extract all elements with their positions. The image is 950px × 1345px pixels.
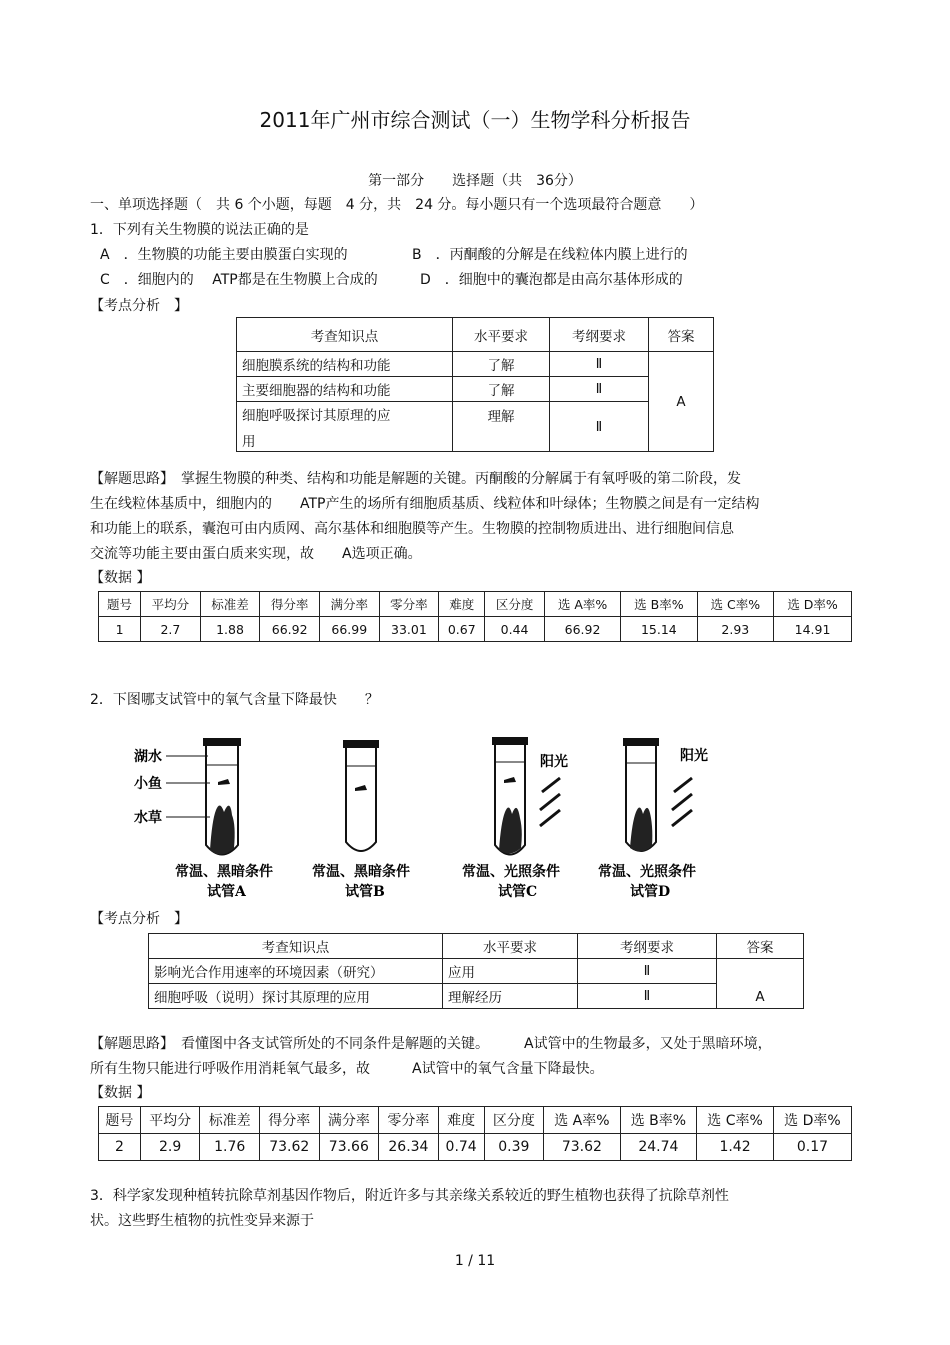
tube-c-condition: 常温、光照条件 [462,864,560,880]
table-header: 区分度 [484,1107,544,1134]
table-cell: 2.7 [141,617,201,642]
tube-a-name: 试管A [207,884,246,900]
table-header: 选 D率% [774,592,852,617]
table-cell: 应用 [443,959,578,984]
table-header: 选 B率% [621,592,697,617]
table-header: 满分率 [319,592,379,617]
table-cell: 1.42 [697,1134,774,1161]
label-small-fish: 小鱼 [134,776,162,792]
table-header: 答案 [649,318,714,352]
q2-knowledge-table [148,933,804,1009]
table-header: 标准差 [200,1107,260,1134]
section-heading: 一、单项选择题（ 共 6 个小题，每题 4 分，共 24 分。每小题只有一个选项最符合题意 ） [90,197,704,213]
q3-stem-line: 3．科学家发现种植转抗除草剂基因作物后，附近许多与其亲缘关系较近的野生植物也获得了抗除草剂性 [90,1188,729,1204]
table-header: 考查知识点 [237,318,453,352]
table-cell: 24.74 [620,1134,697,1161]
table-cell: 影响光合作用速率的环境因素（研究） [149,959,443,984]
table-cell: 0.67 [439,617,485,642]
table-header: 水平要求 [443,934,578,959]
table-header: 选 A率% [544,592,620,617]
q2-data-label: 【数据 】 [90,1085,151,1101]
table-cell: 66.99 [319,617,379,642]
table-cell: 1.76 [200,1134,260,1161]
table-header: 选 D率% [773,1107,851,1134]
table-header: 得分率 [260,592,320,617]
table-cell: 0.17 [773,1134,851,1161]
test-tube-b [343,740,379,851]
table-cell: 1 [99,617,141,642]
table-header: 零分率 [379,1107,439,1134]
table-header: 标准差 [200,592,260,617]
test-tube-d [623,738,708,852]
table-cell: 2 [99,1134,141,1161]
cell-line: 用 [242,433,256,450]
table-header: 得分率 [259,1107,319,1134]
table-header: 难度 [438,1107,484,1134]
q1-solution-line: 生在线粒体基质中，细胞内的 ATP产生的场所有细胞质基质、线粒体和叶绿体；生物膜之间是有一定结构 [90,496,760,512]
label-sunlight: 阳光 [680,748,708,764]
q1-option-d: D ．细胞中的囊泡都是由高尔基体形成的 [420,272,683,288]
table-cell: 1.88 [200,617,260,642]
q2-data-table [98,1106,852,1161]
table-header: 答案 [717,934,804,959]
table-cell: 73.66 [319,1134,379,1161]
table-header: 题号 [99,592,141,617]
test-tube-figure [120,730,740,910]
tube-d-name: 试管D [630,884,671,900]
table-cell: Ⅱ [550,352,649,377]
label-lake-water: 湖水 [134,749,162,765]
part-heading: 第一部分 选择题（共 36分） [368,173,582,189]
table-header: 零分率 [379,592,439,617]
table-header: 区分度 [485,592,545,617]
cell-line: 细胞呼吸探讨其原理的应 [242,407,391,424]
test-tube-a [203,738,241,855]
table-cell: 理解经历 [443,984,578,1009]
table-header: 选 A率% [544,1107,621,1134]
test-tube-c [492,737,568,855]
tube-d-condition: 常温、光照条件 [598,864,696,880]
tube-a-condition: 常温、黑暗条件 [175,864,273,880]
q1-option-b: B ．丙酮酸的分解是在线粒体内膜上进行的 [412,247,688,263]
table-cell: 66.92 [260,617,320,642]
q1-data-table [98,591,852,642]
table-cell: Ⅱ [578,959,717,984]
table-cell: Ⅱ [550,402,649,452]
table-cell: 66.92 [544,617,620,642]
q1-option-a: A ．生物膜的功能主要由膜蛋白实现的 [100,247,348,263]
table-header: 平均分 [140,1107,200,1134]
table-header: 选 B率% [620,1107,697,1134]
table-cell: Ⅱ [578,984,717,1009]
table-header: 题号 [99,1107,141,1134]
q1-data-label: 【数据 】 [90,570,151,586]
table-cell: Ⅱ [550,377,649,402]
table-header: 满分率 [319,1107,379,1134]
table-cell: 73.62 [544,1134,621,1161]
q1-solution-line: 和功能上的联系，囊泡可由内质网、高尔基体和细胞膜等产生。生物膜的控制物质进出、进行细胞间信息 [90,521,734,537]
table-cell: 细胞膜系统的结构和功能 [237,352,453,377]
answer-cell: A [649,352,714,452]
tube-b-condition: 常温、黑暗条件 [312,864,410,880]
q1-solution-line: 【解题思路】 掌握生物膜的种类、结构和功能是解题的关键。丙酮酸的分解属于有氧呼吸的第二阶段，发 [90,471,741,487]
q1-kaodian-label: 【考点分析 】 [90,298,188,314]
q3-stem-line: 状。这些野生植物的抗性变异来源于 [90,1213,314,1229]
table-cell: 了解 [453,377,550,402]
table-cell [237,402,453,452]
q2-solution-line: 所有生物只能进行呼吸作用消耗氧气最多，故 A试管中的氧气含量下降最快。 [90,1061,604,1077]
table-cell: 2.93 [697,617,774,642]
q1-knowledge-table [236,317,714,452]
table-cell: 33.01 [379,617,439,642]
table-header: 考纲要求 [550,318,649,352]
answer-cell: A [717,959,804,1009]
table-cell: 细胞呼吸（说明）探讨其原理的应用 [149,984,443,1009]
q1-stem: 1．下列有关生物膜的说法正确的是 [90,222,309,238]
table-cell: 主要细胞器的结构和功能 [237,377,453,402]
table-header: 选 C率% [697,592,774,617]
table-cell: 0.39 [484,1134,544,1161]
page-number: 1 / 11 [454,1253,496,1269]
label-sunlight: 阳光 [540,754,568,770]
table-header: 考纲要求 [578,934,717,959]
table-header: 水平要求 [453,318,550,352]
table-cell: 73.62 [259,1134,319,1161]
document-title: 2011年广州市综合测试（一）生物学科分析报告 [259,108,691,132]
q1-solution-line: 交流等功能主要由蛋白质来实现，故 A选项正确。 [90,546,422,562]
label-water-plant: 水草 [134,810,162,826]
table-cell: 15.14 [621,617,697,642]
tube-b-name: 试管B [345,884,385,900]
table-header: 平均分 [141,592,201,617]
q2-solution-line: 【解题思路】 看懂图中各支试管所处的不同条件是解题的关键。 A试管中的生物最多，又处于黑暗环境， [90,1036,772,1052]
q1-option-c: C ．细胞内的 ATP都是在生物膜上合成的 [100,272,378,288]
q2-stem: 2．下图哪支试管中的氧气含量下降最快 ？ [90,692,379,708]
table-header: 考查知识点 [149,934,443,959]
table-cell: 了解 [453,352,550,377]
table-cell: 理解 [453,402,550,452]
table-header: 难度 [439,592,485,617]
table-cell: 26.34 [379,1134,439,1161]
table-cell: 14.91 [774,617,852,642]
table-cell: 0.44 [485,617,545,642]
q2-kaodian-label: 【考点分析 】 [90,911,188,927]
table-cell: 2.9 [140,1134,200,1161]
table-cell: 0.74 [438,1134,484,1161]
table-header: 选 C率% [697,1107,774,1134]
tube-c-name: 试管C [498,884,538,900]
